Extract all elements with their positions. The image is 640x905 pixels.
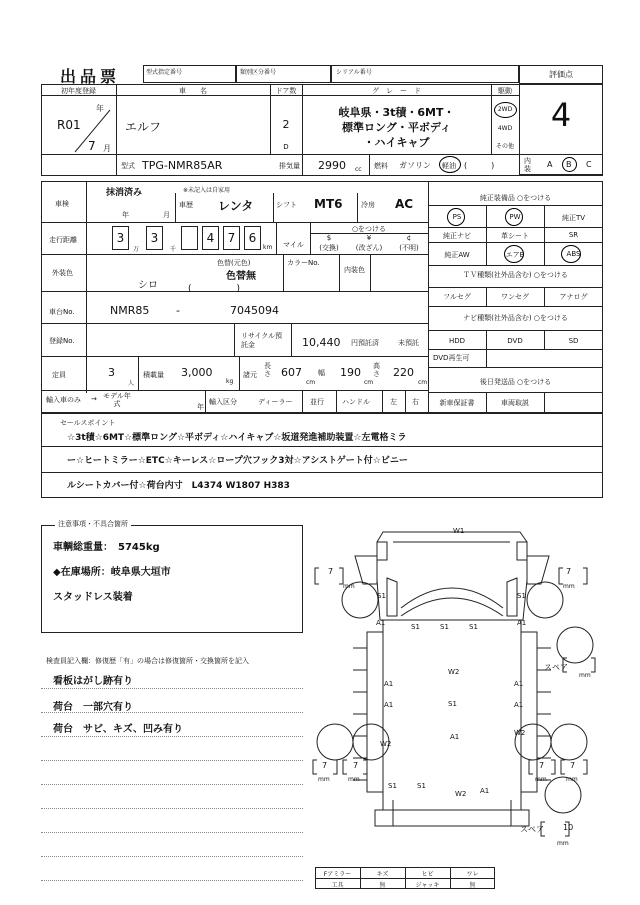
mileage-digit-3: 4 [206, 231, 215, 245]
tire-rear-1-value: 7 [322, 761, 328, 770]
diag-a1-f: A1 [514, 701, 524, 709]
import-parallel: 並行 [310, 398, 324, 406]
interior-label: 内装 [524, 157, 531, 173]
tire-rear-2-value: 7 [353, 761, 359, 770]
interior-color-label: 内装色 [344, 266, 365, 274]
mileage-unit-km: km [263, 244, 273, 251]
width-value: 190 [340, 366, 361, 379]
rating-value: 4 [550, 96, 572, 134]
fuel-diesel: 軽油 [442, 162, 456, 170]
equip-tv: 純正TV [561, 214, 586, 222]
handle-label: ハンドル [342, 398, 370, 406]
mileage-opt2b: (改ざん) [355, 244, 383, 252]
legend-f-value: 工具 [331, 882, 344, 889]
spare-2-label: スペア [520, 825, 544, 834]
sales-line1: ☆3t積☆6MT☆標準ロング☆平ボディ☆ハイキャブ☆坂道発進補助装置☆左電格ミラ [67, 433, 407, 443]
diag-s1-d: S1 [440, 623, 449, 631]
inspection-status: 抹消済み [106, 188, 143, 198]
shift-value: MT6 [314, 197, 343, 211]
notes-line2: ◆在庫場所：岐阜県大垣市 [53, 567, 171, 578]
spare-1-label: スペア [544, 663, 568, 672]
diag-a1-a: A1 [376, 619, 386, 627]
first-reg-label: 初年度登録 [61, 87, 96, 95]
tire-rear-1-mm: mm [318, 776, 330, 783]
interior-a: A [547, 160, 553, 169]
seats-unit: 人 [128, 380, 135, 387]
tv-fullseg: フルセグ [443, 293, 471, 301]
grade-line3: ・ハイキャブ [363, 136, 430, 149]
sales-label: セールスポイント [60, 419, 116, 427]
diag-w2-a: W2 [448, 668, 460, 676]
chassis-prefix: NMR85 [110, 304, 150, 317]
legend-hibi-value: ジャッキ [415, 882, 440, 889]
diag-a1-h: A1 [480, 787, 490, 795]
dims-label: 諸元 [243, 371, 257, 379]
legend-kizu-label: キズ [376, 871, 389, 878]
inspection-year-unit: 年 [122, 211, 129, 219]
tire-front-left-value: 7 [328, 567, 334, 576]
grade-label: グ レ ー ド [372, 87, 421, 95]
handle-right: 右 [412, 398, 419, 406]
legend-hibi-label: ヒビ [421, 871, 434, 878]
category-label: 類別区分番号 [240, 69, 277, 76]
displacement-unit: cc [355, 166, 362, 173]
history-value: レンタ [218, 199, 254, 213]
color-no-label: カラーNo. [287, 259, 320, 267]
fuel-label: 燃料 [374, 162, 388, 170]
diag-w2-c: W2 [514, 729, 526, 737]
navi-sd: SD [568, 337, 579, 345]
after-manual: 車両取説 [501, 399, 529, 407]
inspection-label: 車検 [55, 200, 69, 208]
tire-rear-3-mm: mm [535, 776, 547, 783]
first-reg-year-unit: 年 [96, 104, 104, 113]
rating-label: 評価点 [549, 70, 573, 79]
equip-leather: 革シート [501, 232, 529, 240]
notes-line3: スタッドレス装着 [53, 592, 133, 603]
navi-hdd: HDD [448, 337, 466, 345]
tv-oneseg: ワンセグ [501, 293, 529, 301]
length-label: 長さ [264, 362, 271, 378]
color-value: シロ [138, 280, 158, 291]
color-change-value: 色替無 [226, 271, 256, 282]
tire-rear-3-value: 7 [539, 761, 545, 770]
tv-type-label: ＴＶ種類(社外品含む) ○をつける [463, 271, 568, 279]
diag-a1-g: A1 [450, 733, 460, 741]
ac-value: AC [395, 197, 414, 211]
sales-line3: ルシートカバー付☆荷台内寸 L4374 W1807 H383 [67, 481, 290, 491]
chassis-number: 7045094 [230, 304, 279, 317]
fuel-value: ガソリン [399, 161, 431, 170]
recycle-unit: 円預託済 [351, 339, 379, 347]
seats-value: 3 [108, 366, 115, 379]
grade-line1: 岐阜県・3t積・6MT・ [338, 106, 455, 119]
fuel-paren: ( ) [464, 161, 495, 170]
height-value: 220 [393, 366, 414, 379]
tire-front-right-mm: mm [563, 583, 575, 590]
tire-front-left-mm: mm [343, 583, 355, 590]
import-arrow: → [91, 395, 97, 403]
diag-a1-c: A1 [384, 680, 394, 688]
first-reg-month-unit: 月 [103, 144, 111, 153]
width-label: 幅 [318, 369, 325, 377]
color-change-label: 色替(元色) [217, 259, 251, 267]
recycle-unpaid: 未預託 [398, 339, 419, 347]
mile-label: マイル [283, 241, 304, 249]
mileage-opt1b: (交換) [319, 244, 339, 252]
model-year-label: モデル年式 [103, 392, 131, 408]
model-designation-label: 型式指定番号 [146, 69, 183, 76]
height-label: 高さ [373, 362, 380, 378]
mileage-digit-2: 3 [150, 231, 159, 245]
after-warranty: 新車保証書 [439, 399, 475, 407]
spare-1-mm: mm [579, 672, 591, 679]
load-unit: kg [226, 378, 234, 385]
color-label: 外装色 [52, 269, 73, 277]
import-label: 輸入車のみ [46, 396, 81, 404]
doors-label: ドア数 [275, 87, 297, 95]
doors-value: 2 [282, 118, 290, 131]
diag-a1-b: A1 [517, 619, 527, 627]
load-label: 積載量 [143, 371, 164, 379]
import-type-label: 輸入区分 [209, 398, 237, 406]
diag-s1-f: S1 [448, 700, 457, 708]
page-title: 出品票 [60, 67, 121, 86]
tire-rear-2-mm: mm [348, 776, 360, 783]
equip-sr: SR [568, 231, 579, 239]
drive-label: 駆動 [498, 87, 512, 95]
car-name-value: エルフ [125, 120, 162, 134]
diag-a1-e: A1 [384, 701, 394, 709]
load-value: 3,000 [181, 366, 213, 379]
import-dealer: ディーラー [258, 398, 293, 406]
diag-s1-g: S1 [388, 782, 397, 790]
diag-w2-d: W2 [455, 790, 467, 798]
mileage-digit-5: 6 [248, 231, 257, 245]
tv-analog: アナログ [559, 293, 588, 301]
displacement-label: 排気量 [279, 162, 300, 170]
diag-s1-b: S1 [517, 592, 526, 600]
inspection-note: ※未記入は自家用 [183, 187, 231, 194]
inspector-line2: 荷台 一部穴有り [53, 702, 133, 713]
mileage-digit-1: 3 [116, 231, 125, 245]
notes-line1: 車輌総重量： 5745kg [53, 542, 160, 553]
diag-s1-c: S1 [411, 623, 420, 631]
length-value: 607 [281, 366, 302, 379]
inspector-line3: 荷台 サビ、キズ、凹み有り [53, 724, 183, 735]
inspector-line1: 看板はがし跡有り [53, 676, 133, 687]
mileage-opt3: ¢ [406, 234, 412, 242]
doors-unit: D [283, 143, 289, 151]
diag-a1-d: A1 [514, 680, 524, 688]
first-reg-era: R01 [57, 118, 81, 132]
spare-2-mm: mm [557, 840, 569, 847]
mileage-unit-sen: 千 [170, 246, 177, 253]
interior-b: B [566, 160, 572, 169]
truck-diagram [305, 520, 605, 860]
interior-c: C [586, 160, 592, 169]
mileage-opt2: ¥ [366, 234, 372, 242]
mileage-opt1: $ [326, 234, 332, 242]
legend-f-label: Fアミラー [323, 871, 352, 878]
model-label: 型式 [121, 162, 135, 170]
displacement-value: 2990 [318, 159, 346, 172]
color-change-paren: ( ) [188, 284, 241, 294]
equip-navi: 純正ナビ [443, 232, 471, 240]
chassis-dash: - [176, 304, 180, 317]
legend-ware-value: 無 [469, 882, 476, 889]
tire-rear-4-value: 7 [570, 761, 576, 770]
height-unit: cm [418, 379, 428, 386]
recycle-label: リサイクル預託金 [241, 332, 283, 349]
navi-type-label: ナビ種類(社外品含む) ○をつける [463, 314, 568, 322]
tire-rear-4-mm: mm [566, 776, 578, 783]
diag-w1: W1 [453, 527, 465, 535]
legend-ware-label: ワレ [466, 871, 479, 878]
mileage-opt3b: (不明) [399, 244, 419, 252]
history-label: 車歴 [179, 201, 193, 209]
width-unit: cm [364, 379, 374, 386]
equip-airbag: エアB [505, 251, 525, 259]
diag-s1-a: S1 [377, 592, 386, 600]
equip-pw: PW [509, 213, 521, 221]
factory-equip-label: 純正装備品 ○をつける [479, 194, 552, 202]
car-name-label: 車 名 [179, 87, 207, 95]
navi-dvd: DVD [507, 337, 523, 345]
recycle-value: 10,440 [302, 336, 341, 349]
diag-s1-e: S1 [469, 623, 478, 631]
inspection-month-unit: 月 [163, 211, 170, 219]
after-label: 後日発送品 ○をつける [479, 378, 552, 386]
equip-aw: 純正AW [444, 251, 470, 259]
model-value: TPG-NMR85AR [142, 159, 223, 172]
chassis-label: 車台No. [49, 308, 75, 316]
legend-kizu-value: 無 [379, 882, 386, 889]
equip-abs: ABS [566, 250, 581, 258]
shift-label: シフト [276, 201, 297, 209]
spare-2-value: 10 [563, 823, 574, 832]
first-reg-month: 7 [88, 139, 96, 153]
grade-line2: 標準ロング・平ボディ [342, 121, 451, 134]
mileage-label: 走行距離 [49, 236, 77, 244]
seats-label: 定員 [52, 371, 66, 379]
registration-label: 登録No. [49, 337, 75, 345]
serial-label: シリアル番号 [336, 69, 372, 76]
tire-front-right-value: 7 [566, 567, 572, 576]
drive-other: その他 [495, 143, 514, 150]
ac-label: 冷房 [361, 201, 375, 209]
length-unit: cm [306, 379, 316, 386]
notes-label: 注意事項・不具合箇所 [55, 519, 131, 529]
drive-2wd: 2WD [497, 106, 513, 113]
mileage-digit-4: 7 [227, 231, 236, 245]
handle-left: 左 [390, 398, 397, 406]
drive-4wd: 4WD [497, 125, 513, 132]
navi-dvd-play: DVD再生可 [433, 354, 470, 362]
mileage-circle-label: ○をつける [351, 225, 387, 233]
equip-ps: PS [452, 213, 462, 221]
diag-w2-b: W2 [380, 740, 392, 748]
mileage-unit-man: 万 [133, 246, 140, 253]
sales-line2: ー☆ヒートミラー☆ETC☆キーレス☆ロープ穴フック3対☆アシストゲート付☆ビニー [67, 456, 408, 466]
inspector-label: 検査員記入欄：修復歴「有」の場合は修復箇所・交換箇所を記入 [46, 657, 249, 665]
diag-s1-h: S1 [417, 782, 426, 790]
model-year-unit: 年 [197, 403, 204, 411]
